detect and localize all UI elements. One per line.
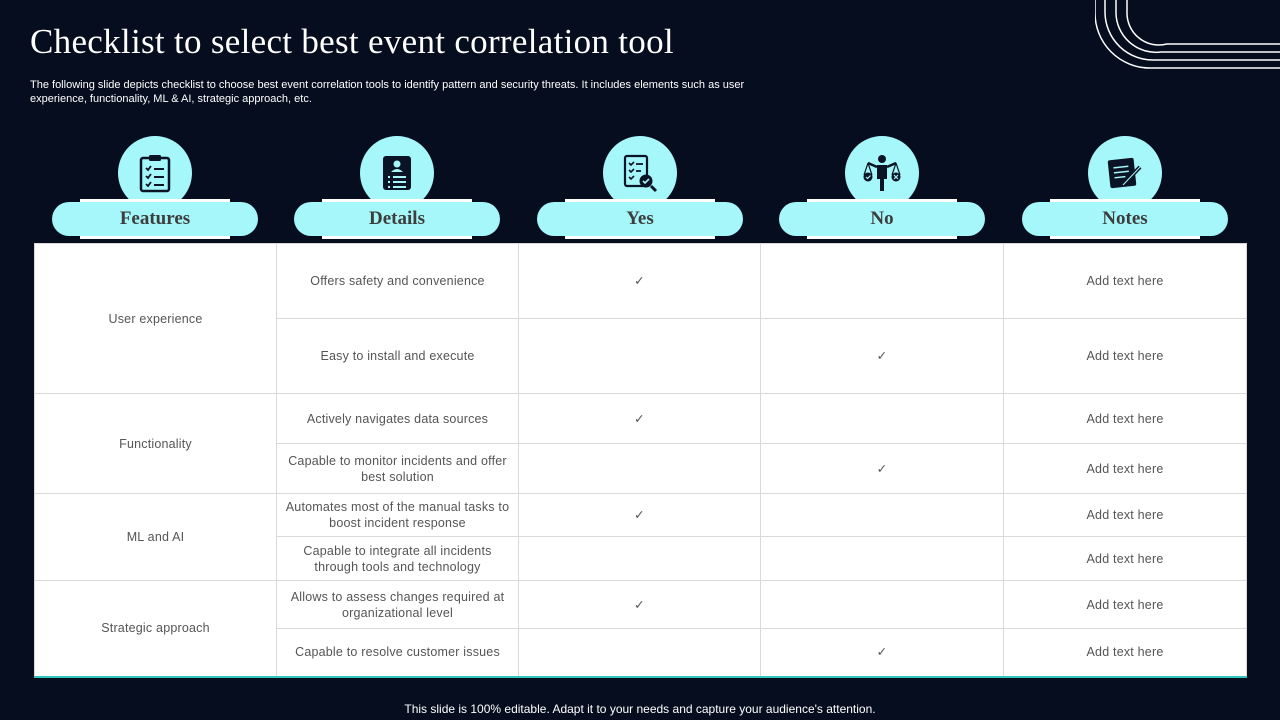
no-cell <box>761 394 1004 444</box>
no-cell: ✓ <box>761 629 1004 677</box>
yes-cell <box>519 319 761 394</box>
notes-cell: Add text here <box>1004 494 1247 537</box>
checklist-table <box>34 243 1247 678</box>
details-cell: Actively navigates data sources <box>277 394 519 444</box>
table-row <box>35 244 1247 319</box>
table-row <box>35 494 1247 537</box>
details-label: Details <box>322 199 472 239</box>
table-row <box>35 394 1247 444</box>
notes-cell: Add text here <box>1004 537 1247 581</box>
no-cell <box>761 494 1004 537</box>
column-header-notes <box>1022 136 1228 240</box>
yes-label: Yes <box>565 199 715 239</box>
notes-cell: Add text here <box>1004 629 1247 677</box>
details-cell: Capable to monitor incidents and offer best solution <box>277 444 519 494</box>
column-header-no <box>779 136 985 240</box>
no-label: No <box>807 199 957 239</box>
table-row <box>35 581 1247 629</box>
features-label: Features <box>80 199 230 239</box>
column-header-details <box>294 136 500 240</box>
slide-title: Checklist to select best event correlation tool <box>30 22 674 61</box>
feature-cell: User experience <box>35 244 277 394</box>
corner-arcs-decoration <box>1095 0 1280 72</box>
no-cell <box>761 244 1004 319</box>
yes-cell <box>519 629 761 677</box>
no-cell: ✓ <box>761 319 1004 394</box>
no-cell <box>761 581 1004 629</box>
no-cell <box>761 537 1004 581</box>
yes-cell: ✓ <box>519 494 761 537</box>
yes-cell <box>519 537 761 581</box>
feature-cell: Strategic approach <box>35 581 277 677</box>
yes-cell: ✓ <box>519 394 761 444</box>
column-header-yes <box>537 136 743 240</box>
details-cell: Easy to install and execute <box>277 319 519 394</box>
notes-label: Notes <box>1050 199 1200 239</box>
details-cell: Automates most of the manual tasks to boost incident response <box>277 494 519 537</box>
column-header-features <box>52 136 258 240</box>
no-cell: ✓ <box>761 444 1004 494</box>
details-cell: Capable to resolve customer issues <box>277 629 519 677</box>
details-cell: Allows to assess changes required at organizational level <box>277 581 519 629</box>
footer-note: This slide is 100% editable. Adapt it to your needs and capture your audience's attention. <box>404 702 876 716</box>
slide-subtitle: The following slide depicts checklist to choose best event correlation tools to identify pattern and security threats. It includes elements such as user experience, functionality, ML & AI, strategic approach, etc. <box>30 79 745 105</box>
notes-cell: Add text here <box>1004 394 1247 444</box>
feature-cell: ML and AI <box>35 494 277 581</box>
notes-cell: Add text here <box>1004 319 1247 394</box>
notes-cell: Add text here <box>1004 244 1247 319</box>
notes-cell: Add text here <box>1004 444 1247 494</box>
details-cell: Capable to integrate all incidents through tools and technology <box>277 537 519 581</box>
feature-cell: Functionality <box>35 394 277 494</box>
yes-cell: ✓ <box>519 581 761 629</box>
yes-cell <box>519 444 761 494</box>
yes-cell: ✓ <box>519 244 761 319</box>
details-cell: Offers safety and convenience <box>277 244 519 319</box>
notes-cell: Add text here <box>1004 581 1247 629</box>
